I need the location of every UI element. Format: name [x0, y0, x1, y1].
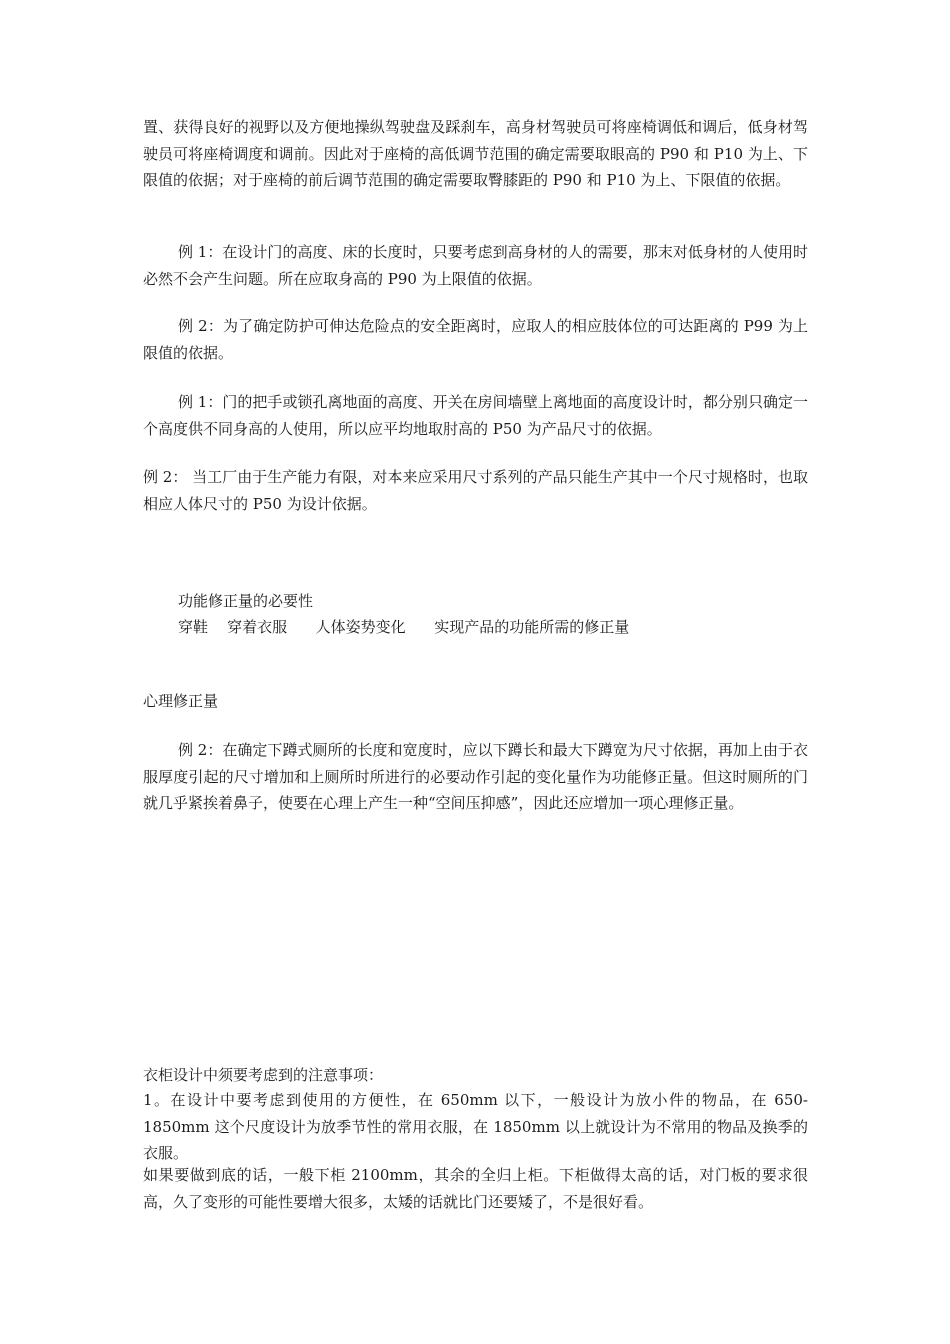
- paragraph-example-door-handle: 例 1：门的把手或锁孔离地面的高度、开关在房间墙壁上离地面的高度设计时，都分别只确定一个高度供不同身高的人使用，所以应平均地取肘高的 P50 为产品尺寸的依据。: [143, 393, 808, 438]
- paragraph-example-factory-size: 例 2： 当工厂由于生产能力有限，对本来应采用尺寸系列的产品只能生产其中一个尺寸规格时，也取相应人体尺寸的 P50 为设计依据。: [143, 468, 808, 513]
- paragraph-wardrobe-cabinets: 如果要做到底的话，一般下柜 2100mm，其余的全归上柜。下柜做得太高的话，对门板的要求很高，久了变形的可能性要增大很多，太矮的话就比门还要矮了，不是很好看。: [143, 1166, 808, 1211]
- paragraph-wardrobe-heights: 1。在设计中要考虑到使用的方便性，在 650mm 以下，一般设计为放小件的物品，在 650-1850mm 这个尺度设计为放季节性的常用衣服，在 1850mm 以上就设计为不常用的物品及换季的衣服。: [143, 1091, 808, 1162]
- functional-correction-items: 穿鞋 穿着衣服 人体姿势变化 实现产品的功能所需的修正量: [178, 618, 630, 636]
- paragraph-example-toilet: 例 2：在确定下蹲式厕所的长度和宽度时，应以下蹲长和最大下蹲宽为尺寸依据，再加上由于衣服厚度引起的尺寸增加和上厕所时所进行的必要动作引起的变化量作为功能修正量。但这时厕所的门就几乎紧挨着鼻子，使要在心理上产生一种“空间压抑感”，因此还应增加一项心理修正量。: [143, 741, 808, 812]
- paragraph-example-safety-distance: 例 2：为了确定防护可伸达危险点的安全距离时，应取人的相应肢体位的可达距离的 P99 为上限值的依据。: [143, 317, 808, 362]
- heading-functional-correction: 功能修正量的必要性: [178, 592, 314, 610]
- paragraph-seat-adjustment: 置、获得良好的视野以及方便地操纵驾驶盘及踩刹车，高身材驾驶员可将座椅调低和调后，低身材驾驶员可将座椅调度和调前。因此对于座椅的高低调节范围的确定需要取眼高的 P90 和 P10 为上、下限值的依据；对于座椅的前后调节范围的确定需要取臀膝距的 P90 和 P10 为上、下限值的依据。: [143, 118, 808, 189]
- paragraph-example-door-height: 例 1：在设计门的高度、床的长度时，只要考虑到高身材的人的需要，那末对低身材的人使用时必然不会产生问题。所在应取身高的 P90 为上限值的依据。: [143, 243, 808, 288]
- heading-wardrobe-notes: 衣柜设计中须要考虑到的注意事项：: [143, 1066, 384, 1084]
- heading-psychological-correction: 心理修正量: [143, 692, 219, 710]
